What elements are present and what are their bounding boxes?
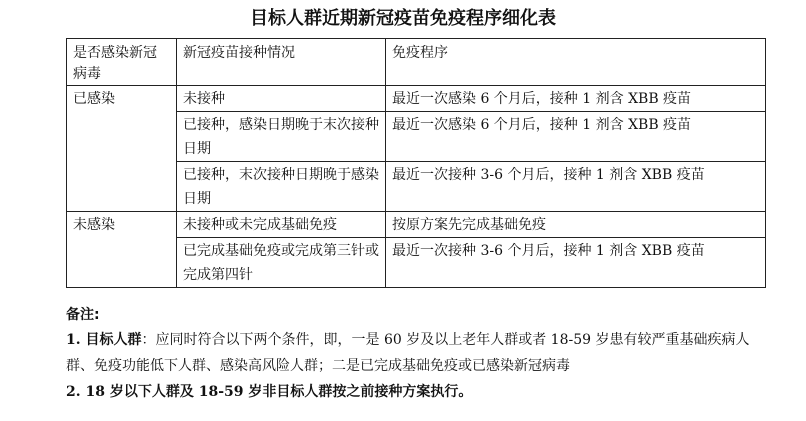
procedure-cell: 最近一次接种 3-6 个月后，接种 1 剂含 XBB 疫苗: [386, 162, 766, 212]
table-header-row: [67, 39, 766, 86]
note-1-label: 1. 目标人群: [66, 332, 142, 348]
procedure-cell: 最近一次感染 6 个月后，接种 1 剂含 XBB 疫苗: [386, 86, 766, 112]
procedure-cell: 按原方案先完成基础免疫: [386, 212, 766, 238]
vaccination-cell: 已接种，末次接种日期晚于感染日期: [177, 162, 386, 212]
vaccination-cell: 未接种: [177, 86, 386, 112]
table-row: [67, 212, 766, 238]
procedure-cell: 最近一次感染 6 个月后，接种 1 剂含 XBB 疫苗: [386, 112, 766, 162]
header-infection-status: 是否感染新冠病毒: [67, 39, 177, 86]
note-1: [66, 327, 776, 379]
header-procedure: 免疫程序: [386, 39, 766, 86]
note-2-prefix: 2.: [66, 384, 86, 400]
vaccination-cell: 已接种，感染日期晚于末次接种日期: [177, 112, 386, 162]
note-2-text: 18 岁以下人群及 18-59 岁非目标人群按之前接种方案执行。: [85, 384, 473, 400]
document-title: 目标人群近期新冠疫苗免疫程序细化表: [250, 8, 556, 29]
procedure-cell: 最近一次接种 3-6 个月后，接种 1 剂含 XBB 疫苗: [386, 238, 766, 288]
immunization-table: [66, 38, 766, 288]
note-1-text: ：应同时符合以下两个条件，即，一是 60 岁及以上老年人群或者 18-59 岁患有较严重基础疾病人群、免疫功能低下人群、感染高风险人群；二是已完成基础免疫或已感染新冠病毒: [66, 332, 750, 374]
infection-status-cell: 未感染: [67, 212, 177, 288]
vaccination-cell: 未接种或未完成基础免疫: [177, 212, 386, 238]
notes-section: [66, 303, 776, 405]
notes-heading: 备注:: [66, 307, 100, 323]
vaccination-cell: 已完成基础免疫或完成第三针或完成第四针: [177, 238, 386, 288]
infection-status-cell: 已感染: [67, 86, 177, 212]
table-row: [67, 86, 766, 112]
note-2: [66, 379, 776, 405]
header-vaccination-status: 新冠疫苗接种情况: [177, 39, 386, 86]
